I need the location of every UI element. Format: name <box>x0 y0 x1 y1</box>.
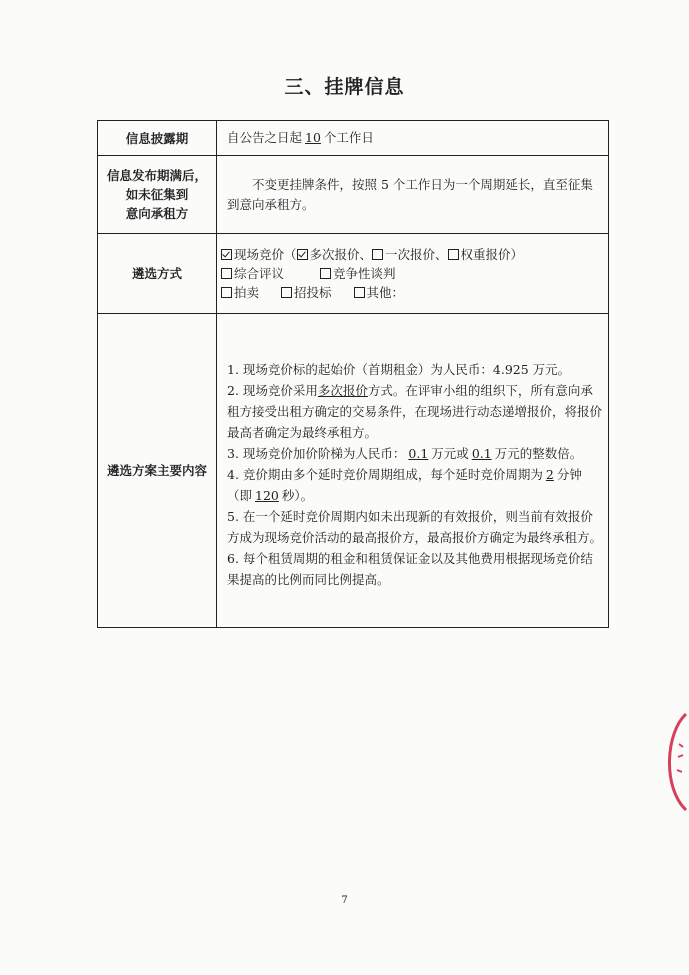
checkbox-comprehensive <box>221 268 232 279</box>
label-expiry-line2: 如未征集到 <box>125 187 189 202</box>
opt-comprehensive: 综合评议 <box>234 266 285 281</box>
opt-auction: 拍卖 <box>234 285 260 300</box>
value-selection-method <box>217 234 609 314</box>
value-expiry <box>217 156 609 234</box>
opt-onsite: 现场竞价（ <box>234 247 297 262</box>
disclosure-prefix: 自公告之日起 <box>227 130 303 145</box>
disclosure-suffix: 个工作日 <box>323 130 374 145</box>
disclosure-days: 10 <box>305 130 321 145</box>
checkbox-onsite-checked <box>221 249 232 260</box>
plan-item-5: 5. 在一个延时竞价周期内如未出现新的有效报价，则当前有效报价方成为现场竞价活动的最高报价方，最高报价方确定为最终承租方。 <box>227 509 603 545</box>
opt-tender: 招投标 <box>294 285 332 300</box>
checkbox-once <box>372 249 383 260</box>
opt-other: 其他： <box>366 285 405 300</box>
section-title: 三、挂牌信息 <box>284 76 405 98</box>
opt-once: 一次报价、 <box>385 247 448 262</box>
seal-stamp-edge <box>648 712 688 812</box>
row-expiry <box>98 156 609 234</box>
row-selection-method <box>98 234 609 314</box>
plan-item-4: 4. 竞价期由多个延时竞价周期组成，每个延时竞价周期为 2 分钟（即 120 秒）。 <box>227 467 582 503</box>
checkbox-multi-checked <box>297 249 308 260</box>
row-plan <box>98 314 609 628</box>
checkbox-tender <box>281 287 292 298</box>
listing-info-table <box>97 120 609 628</box>
label-plan: 遴选方案主要内容 <box>98 314 217 628</box>
checkbox-other <box>354 287 365 298</box>
opt-negotiation: 竞争性谈判 <box>333 266 396 281</box>
opt-weighted: 权重报价） <box>460 247 524 262</box>
plan-item-3: 3. 现场竞价加价阶梯为人民币： 0.1 万元或 0.1 万元的整数倍。 <box>227 446 583 461</box>
label-disclosure-period: 信息披露期 <box>98 121 217 156</box>
label-selection-method: 遴选方式 <box>98 234 217 314</box>
checkbox-weighted <box>448 249 459 260</box>
label-expiry-line3: 意向承租方 <box>125 206 189 221</box>
plan-item-1: 1. 现场竞价标的起始价（首期租金）为人民币：4.925 万元。 <box>227 362 571 377</box>
checkbox-auction <box>221 287 232 298</box>
opt-multi: 多次报价、 <box>309 247 373 262</box>
plan-item-2: 2. 现场竞价采用多次报价方式。在评审小组的组织下，所有意向承租方接受出租方确定的交易条件，在现场进行动态递增报价，将报价最高者确定为最终承租方。 <box>227 383 603 440</box>
row-disclosure-period <box>98 121 609 156</box>
page-number: 7 <box>341 895 348 906</box>
label-expiry-line1: 信息发布期满后， <box>106 168 207 183</box>
label-expiry <box>98 156 217 234</box>
value-disclosure-period <box>217 121 609 156</box>
value-plan <box>217 314 609 628</box>
checkbox-negotiation <box>320 268 331 279</box>
expiry-text: 不变更挂牌条件，按照 5 个工作日为一个周期延长，直至征集到意向承租方。 <box>227 176 593 212</box>
plan-item-6: 6. 每个租赁周期的租金和租赁保证金以及其他费用根据现场竞价结果提高的比例而同比例提高。 <box>227 551 593 587</box>
